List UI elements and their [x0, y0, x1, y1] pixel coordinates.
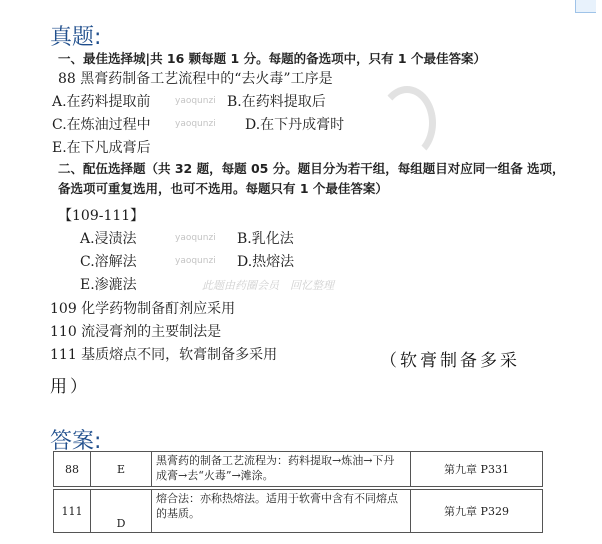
- watermark-credit: 此题由药圈会员 回忆整理: [202, 279, 334, 292]
- side-note-line2: 用）: [50, 377, 90, 397]
- answer-ref: 第九章 P331: [411, 452, 543, 487]
- section2-instruction-line2: 备选项可重复选用，也可不选用。每题只有 1 个最佳答案）: [58, 181, 388, 196]
- answer-explanation: [152, 490, 411, 533]
- explanation-line: 熔合法：亦称热熔法。适用于软膏中含有不同熔点: [156, 492, 398, 505]
- answer-letter: E: [91, 452, 152, 487]
- question-heading: 真题:: [50, 25, 102, 50]
- watermark-small: yaoqunzi: [175, 256, 216, 266]
- q88-option-b: B.在药料提取后: [227, 94, 326, 110]
- group-option-c: C.溶解法: [80, 254, 137, 270]
- answer-ref: 第九章 P329: [411, 490, 543, 533]
- corner-bookmark-icon: [575, 0, 596, 13]
- group-option-d: D.热熔法: [237, 254, 295, 270]
- answer-num: 111: [54, 490, 91, 533]
- answer-letter: D: [91, 490, 152, 533]
- question-110: 110 流浸膏剂的主要制法是: [50, 324, 222, 340]
- question-109: 109 化学药物制备酊剂应采用: [50, 301, 236, 317]
- q88-stem: 88 黑膏药制备工艺流程中的“去火毒”工序是: [58, 71, 333, 87]
- answer-table: [53, 451, 543, 533]
- side-note-line1: （软膏制备多采: [380, 351, 520, 371]
- answer-explanation: [152, 452, 411, 487]
- question-111: 111 基质熔点不同，软膏制备多采用: [50, 347, 278, 363]
- answer-num: 88: [54, 452, 91, 487]
- section2-instruction-line1: 二、配伍选择题（共 32 题，每题 05 分。题目分为若干组，每组题目对应同一组备 选项，: [58, 161, 565, 176]
- table-row: [54, 452, 543, 487]
- group-option-a: A.浸渍法: [80, 231, 137, 247]
- explanation-line: 黑膏药的制备工艺流程为：药料提取→炼油→下丹: [156, 454, 395, 468]
- q88-option-e: E.在下凡成膏后: [52, 140, 151, 156]
- q88-option-a: A.在药料提取前: [52, 94, 151, 110]
- watermark-small: yaoqunzi: [175, 119, 216, 129]
- background-swirl-mark: [378, 86, 436, 160]
- section1-instruction: 一、最佳选择城|共 16 颗每题 1 分。每题的备选项中，只有 1 个最佳答案）: [58, 51, 486, 66]
- explanation-line: 成膏→去“火毒”→滩涂。: [156, 469, 274, 482]
- watermark-small: yaoqunzi: [175, 96, 216, 106]
- watermark-small: yaoqunzi: [175, 233, 216, 243]
- group-option-e: E.渗漉法: [80, 277, 137, 293]
- group-option-b: B.乳化法: [237, 231, 294, 247]
- group-label: 【109-111】: [58, 208, 145, 224]
- q88-option-c: C.在炼油过程中: [52, 117, 151, 133]
- q88-option-d: D.在下丹成膏时: [245, 117, 345, 133]
- answer-heading: 答案:: [50, 429, 102, 454]
- explanation-line: 的基质。: [156, 506, 200, 520]
- table-row: [54, 490, 543, 533]
